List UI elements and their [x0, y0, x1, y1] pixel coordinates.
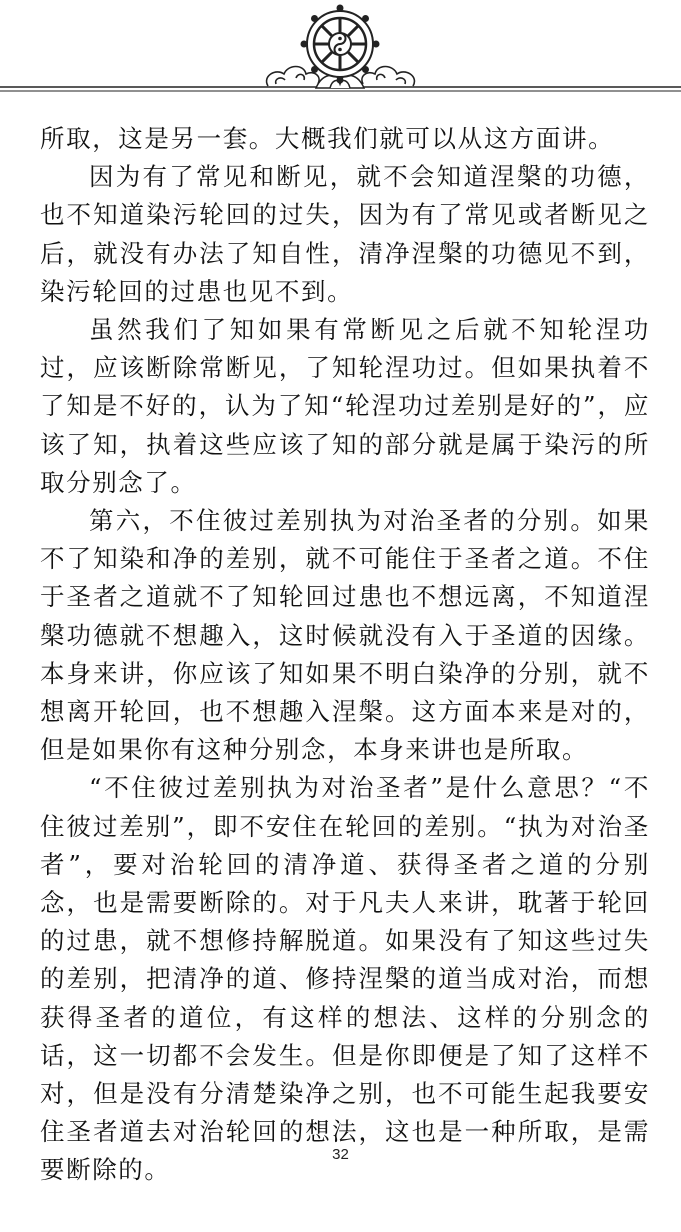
header-ornament: [0, 0, 681, 110]
paragraph-5: “不住彼过差别执为对治圣者”是什么意思？“不住彼过差别”，即不安住在轮回的差别。“执为对治圣者”，要对治轮回的清净道、获得圣者之道的分别念，也是需要断除的。对于凡夫人来讲，耽著于轮回的过患，就不想修持解脱道。如果没有了知这些过失的差别，把清净的道、修持涅槃的道当成对治，而想获得圣者的道位，有这样的想法、这样的分别念的话，这一切都不会发生。但是你即便是了知了这样不对，但是没有分清楚染净之别，也不可能生起我要安住圣者道去对治轮回的想法，这也是一种所取，是需要断除的。: [40, 773, 650, 1185]
paragraph-2: 因为有了常见和断见，就不会知道涅槃的功德，也不知道染污轮回的过失，因为有了常见或者断见之后，就没有办法了知自性，清净涅槃的功德见不到，染污轮回的过患也见不到。: [40, 162, 650, 306]
paragraph-1: 所取，这是另一套。大概我们就可以从这方面讲。: [40, 124, 615, 153]
dharma-wheel-icon: [301, 5, 380, 84]
page-number: 32: [332, 1146, 349, 1163]
paragraph-3: 虽然我们了知如果有常断见之后就不知轮涅功过，应该断除常断见，了知轮涅功过。但如果执着不了知是不好的，认为了知“轮涅功过差别是好的”，应该了知，执着这些应该了知的部分就是属于染污的所取分别念了。: [40, 315, 650, 497]
page-header: [0, 0, 681, 110]
paragraph-4: 第六，不住彼过差别执为对治圣者的分别。如果不了知染和净的差别，就不可能住于圣者之道。不住于圣者之道就不了知轮回过患也不想远离，不知道涅槃功德就不想趣入，这时候就没有入于圣道的因缘。本身来讲，你应该了知如果不明白染净的分别，就不想离开轮回，也不想趣入涅槃。这方面本来是对的，但是如果你有这种分别念，本身来讲也是所取。: [40, 506, 650, 765]
right-cloud-icon: [362, 67, 415, 87]
body-text: [40, 120, 650, 1190]
